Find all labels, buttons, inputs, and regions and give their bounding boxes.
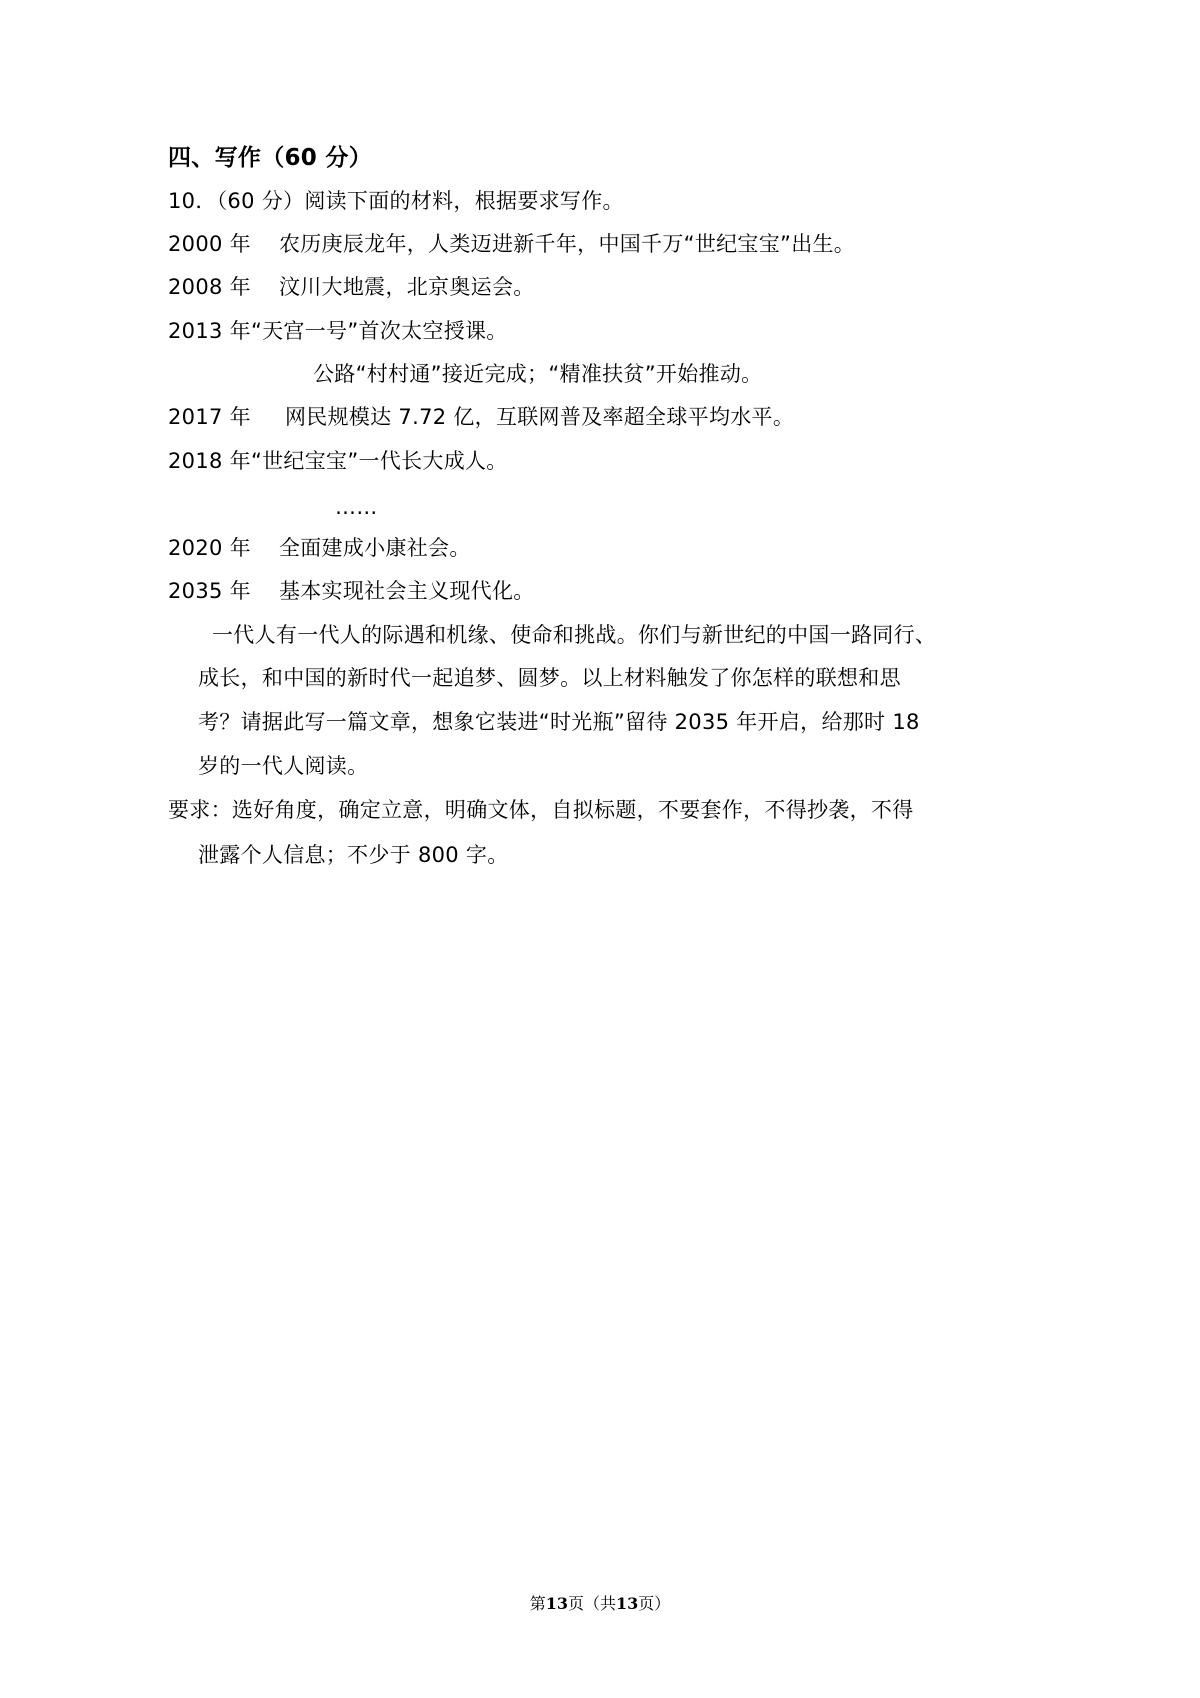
timeline-entry-2013-continued [313,359,762,389]
timeline-text: 公路“村村通”接近完成；“精准扶贫”开始推动。 [313,362,763,386]
footer-prefix: 第 [529,1594,546,1613]
timeline-text: 全面建成小康社会。 [278,536,471,560]
timeline-text: 基本实现社会主义现代化。 [278,579,535,603]
footer-suffix: 页） [638,1594,671,1613]
footer-middle: 页（共 [567,1594,616,1613]
timeline-year: 2000 [168,232,223,256]
prompt-line-4: 岁的一代人阅读。 [198,754,369,778]
timeline-year-unit: 年 [229,275,251,299]
timeline-year-unit: 年 [229,319,251,343]
timeline-year: 2017 [168,405,223,429]
prompt-line-2: 成长，和中国的新时代一起追梦、圆梦。以上材料触发了你怎样的联想和思 [198,666,901,690]
timeline-entry-2020 [168,533,471,563]
timeline-text: “天宫一号”首次太空授课。 [250,319,508,343]
timeline-year-unit: 年 [229,232,251,256]
timeline-year: 2008 [168,275,223,299]
timeline-entry-2018 [168,446,508,476]
section-heading: 四、写作（60 分） [168,145,373,171]
timeline-year: 2013 [168,319,223,343]
timeline-text: …… [335,495,378,519]
timeline-year: 2018 [168,449,223,473]
footer-total-pages: 13 [616,1594,639,1613]
question-line: 10．（60 分）阅读下面的材料，根据要求写作。 [168,189,624,213]
timeline-entry-2000 [168,229,855,259]
prompt-line-1: 一代人有一代人的际遇和机缘、使命和挑战。你们与新世纪的中国一路同行、 [212,623,937,647]
requirement-line-1: 要求：选好角度，确定立意，明确文体，自拟标题，不要套作，不得抄袭，不得 [168,798,914,822]
timeline-text: 农历庚辰龙年，人类迈进新千年，中国千万“世纪宝宝”出生。 [278,232,856,256]
timeline-text: “世纪宝宝”一代长大成人。 [250,449,508,473]
page-footer [0,1592,1200,1616]
requirement-line-2: 泄露个人信息；不少于 800 字。 [198,843,509,867]
timeline-year-unit: 年 [229,579,251,603]
timeline-text: 网民规模达 7.72 亿，互联网普及率超全球平均水平。 [284,405,795,429]
timeline-year-unit: 年 [229,449,251,473]
prompt-line-3: 考？请据此写一篇文章，想象它装进“时光瓶”留待 2035 年开启，给那时 18 [198,710,920,734]
timeline-entry-2008 [168,272,535,302]
timeline-year: 2020 [168,536,223,560]
timeline-entry-2013 [168,316,508,346]
timeline-text: 汶川大地震，北京奥运会。 [278,275,535,299]
timeline-entry-2035 [168,576,535,606]
footer-page-number: 13 [545,1594,568,1613]
timeline-year: 2035 [168,579,223,603]
timeline-entry-2017 [168,402,794,432]
timeline-year-unit: 年 [229,536,251,560]
timeline-year-unit: 年 [229,405,251,429]
timeline-ellipsis [335,492,378,522]
